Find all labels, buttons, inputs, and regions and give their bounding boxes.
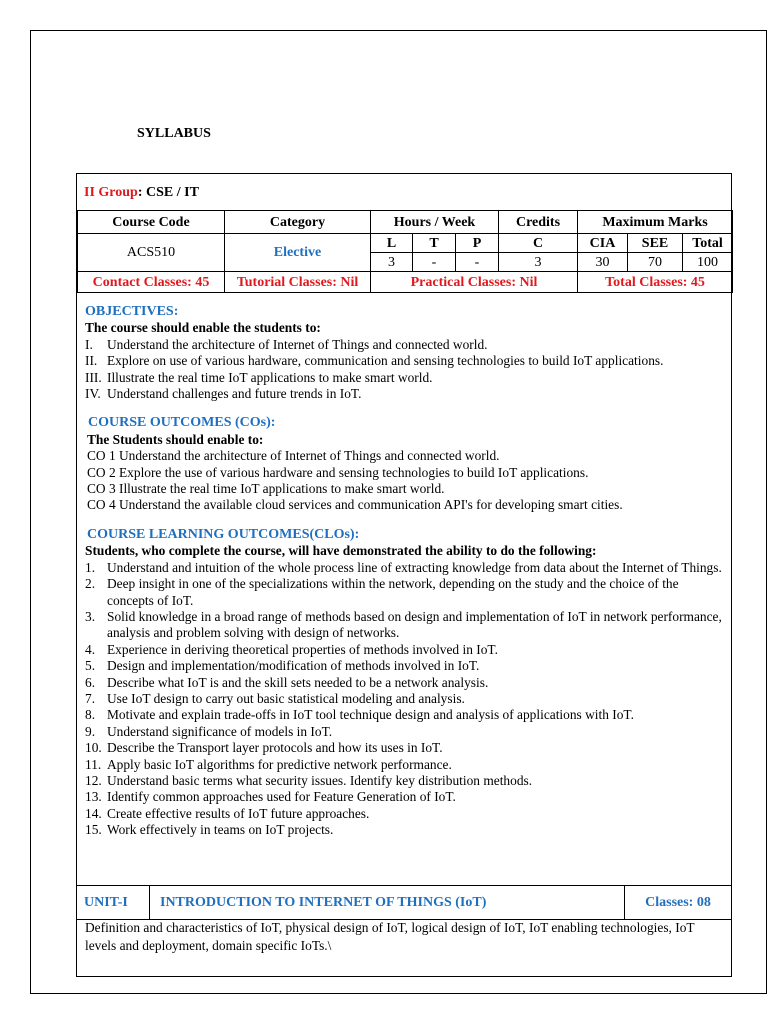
outcome-item: CO 1 Understand the architecture of Internet of Things and connected world. (87, 448, 500, 464)
unit-classes: Classes: 08 (645, 895, 711, 910)
clo-item (85, 576, 727, 609)
clo-item-number: 4. (85, 641, 96, 657)
clo-item (85, 707, 727, 723)
clo-item-text: Describe what IoT is and the skill sets needed to be a network analysis. (107, 674, 489, 690)
syllabus-box (76, 173, 732, 977)
clo-item (85, 740, 727, 756)
clo-item-text: Use IoT design to carry out basic statistical modeling and analysis. (107, 690, 465, 706)
syllabus-title: SYLLABUS (137, 126, 211, 141)
clo-item (85, 560, 727, 576)
marks-label-total: Total (683, 234, 733, 253)
clos-heading: COURSE LEARNING OUTCOMES(CLOs): (87, 526, 360, 542)
clos-intro: Students, who complete the course, will have demonstrated the ability to do the following: (85, 543, 597, 559)
marks-value-see: 70 (628, 253, 683, 272)
outcome-item: CO 4 Understand the available cloud services and communication API's for developing smart cities. (87, 497, 623, 513)
objective-item-number: IV. (85, 386, 101, 402)
clo-item-text: Apply basic IoT algorithms for predictive network performance. (107, 756, 452, 772)
objective-item (85, 353, 727, 369)
course-code-value: ACS510 (78, 234, 225, 272)
outcomes-list (85, 448, 727, 514)
objective-item (85, 386, 727, 402)
credits-label: C (499, 234, 578, 253)
group-label: II Group (84, 185, 138, 200)
clo-item-number: 2. (85, 576, 96, 592)
objectives-list (85, 337, 727, 403)
clo-item-number: 1. (85, 559, 96, 575)
marks-label-see: SEE (628, 234, 683, 253)
clo-item (85, 789, 727, 805)
hours-value-p: - (456, 253, 499, 272)
objective-item-number: I. (85, 336, 93, 352)
clo-item (85, 691, 727, 707)
clo-item-number: 10. (85, 740, 102, 756)
objective-item (85, 370, 727, 386)
clo-item-text: Understand and intuition of the whole process line of extracting knowledge from data about the Internet of Things. (107, 559, 722, 575)
outcome-item: CO 2 Explore the use of various hardware and sensing technologies to build IoT applications. (87, 464, 589, 480)
objective-item-text: Understand challenges and future trends in IoT. (107, 386, 362, 402)
clo-item-text: Describe the Transport layer protocols and how its uses in IoT. (107, 740, 443, 756)
clo-item (85, 822, 727, 838)
marks-label-cia: CIA (578, 234, 628, 253)
clo-item (85, 773, 727, 789)
total-classes: Total Classes: 45 (578, 272, 733, 293)
clo-item-number: 9. (85, 723, 96, 739)
hours-value-l: 3 (371, 253, 413, 272)
outcomes-intro: The Students should enable to: (87, 431, 264, 447)
clo-item-number: 11. (85, 756, 102, 772)
clo-item (85, 642, 727, 658)
clo-item (85, 724, 727, 740)
credits-value: 3 (499, 253, 578, 272)
group-value: : CSE / IT (137, 185, 199, 200)
clo-item-text: Design and implementation/modification of methods involved in IoT. (107, 658, 480, 674)
clo-item-text: Understand significance of models in IoT. (107, 723, 333, 739)
unit-body: Definition and characteristics of IoT, physical design of IoT, logical design of IoT, IoT enabling technologies, IoT levels and deployment, domain specific IoTs.\ (85, 920, 695, 953)
syllabus-content (85, 304, 727, 839)
group-row (77, 174, 731, 211)
clo-item-number: 14. (85, 805, 102, 821)
clo-item-text: Understand basic terms what security issues. Identify key distribution methods. (107, 772, 533, 788)
clo-item (85, 806, 727, 822)
clo-item-text: Work effectively in teams on IoT projects. (107, 822, 334, 838)
clo-item-text: Solid knowledge in a broad range of methods based on design and implementation of IoT in network performance, analysis and problem solving with design of networks. (107, 608, 722, 641)
objective-item-text: Explore on use of various hardware, communication and sensing technologies to build IoT applications. (107, 353, 664, 369)
objective-item (85, 337, 727, 353)
hours-label-l: L (371, 234, 413, 253)
clo-item-number: 13. (85, 789, 102, 805)
course-table (77, 210, 733, 293)
clo-item (85, 675, 727, 691)
clo-item-number: 8. (85, 707, 96, 723)
hours-label-p: P (456, 234, 499, 253)
clo-item-text: Motivate and explain trade-offs in IoT tool technique design and analysis of applications with IoT. (107, 707, 634, 723)
objective-item-number: III. (85, 369, 102, 385)
clo-item-number: 12. (85, 772, 102, 788)
marks-value-total: 100 (683, 253, 733, 272)
clo-item-number: 6. (85, 674, 96, 690)
clo-item-text: Deep insight in one of the specializations within the network, depending on the study and the choice of the concepts of IoT. (107, 576, 679, 608)
clos-list (85, 560, 727, 839)
outcomes-heading: COURSE OUTCOMES (COs): (88, 415, 276, 431)
category-value: Elective (225, 234, 371, 272)
clo-item-text: Identify common approaches used for Feature Generation of IoT. (107, 789, 456, 805)
objectives-heading: OBJECTIVES: (85, 304, 179, 319)
objective-item-number: II. (85, 353, 98, 369)
unit-title: INTRODUCTION TO INTERNET OF THINGS (IoT) (150, 886, 625, 919)
clo-item (85, 609, 727, 642)
unit-label: UNIT-I (77, 886, 150, 919)
clo-item (85, 658, 727, 674)
header-category: Category (225, 211, 371, 234)
clo-item-text: Experience in deriving theoretical properties of methods involved in IoT. (107, 641, 498, 657)
practical-classes: Practical Classes: Nil (371, 272, 578, 293)
clo-item-number: 5. (85, 658, 96, 674)
clo-item-number: 3. (85, 608, 96, 624)
header-hours: Hours / Week (371, 211, 499, 234)
unit-row (77, 885, 731, 920)
clo-item (85, 757, 727, 773)
clo-item-text: Create effective results of IoT future approaches. (107, 805, 370, 821)
clo-item-number: 15. (85, 822, 102, 838)
header-course-code: Course Code (78, 211, 225, 234)
objective-item-text: Illustrate the real time IoT applications to make smart world. (107, 369, 433, 385)
header-marks: Maximum Marks (578, 211, 733, 234)
tutorial-classes: Tutorial Classes: Nil (225, 272, 371, 293)
header-credits: Credits (499, 211, 578, 234)
clo-item-number: 7. (85, 690, 96, 706)
outcome-item: CO 3 Illustrate the real time IoT applications to make smart world. (87, 481, 445, 497)
objective-item-text: Understand the architecture of Internet of Things and connected world. (107, 336, 488, 352)
objectives-intro: The course should enable the students to: (85, 320, 321, 336)
hours-value-t: - (413, 253, 456, 272)
hours-label-t: T (413, 234, 456, 253)
contact-classes: Contact Classes: 45 (78, 272, 225, 293)
marks-value-cia: 30 (578, 253, 628, 272)
